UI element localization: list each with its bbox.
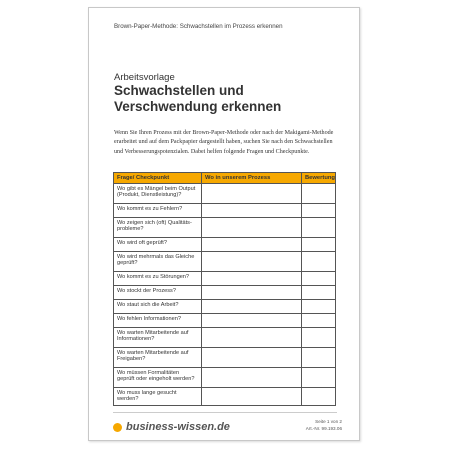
document-title [114, 83, 354, 115]
document-page [88, 7, 360, 441]
rating-cell[interactable] [302, 286, 336, 300]
running-header: Brown-Paper-Methode: Schwachstellen im Prozess erkennen [114, 23, 283, 30]
table-row [114, 218, 336, 238]
rating-cell[interactable] [302, 204, 336, 218]
rating-cell[interactable] [302, 218, 336, 238]
question-cell: Wo kommt es zu Fehlern? [114, 204, 202, 218]
table-row [114, 328, 336, 348]
rating-cell[interactable] [302, 388, 336, 406]
table-header-row [114, 173, 336, 184]
question-cell: Wo stockt der Prozess? [114, 286, 202, 300]
location-cell[interactable] [202, 272, 302, 286]
location-cell[interactable] [202, 286, 302, 300]
question-cell: Wo muss lange gesucht werden? [114, 388, 202, 406]
location-cell[interactable] [202, 328, 302, 348]
question-cell: Wo gibt es Mängel beim Output (Produkt, Dienstleistung)? [114, 184, 202, 204]
location-cell[interactable] [202, 300, 302, 314]
table-row [114, 368, 336, 388]
table-row [114, 348, 336, 368]
question-cell: Wo wird oft geprüft? [114, 238, 202, 252]
column-header-location: Wo in unserem Prozess [202, 173, 302, 184]
table-row [114, 184, 336, 204]
rating-cell[interactable] [302, 314, 336, 328]
checklist-table [113, 172, 336, 406]
table-row [114, 204, 336, 218]
table-row [114, 272, 336, 286]
rating-cell[interactable] [302, 348, 336, 368]
logo-text: business-wissen.de [126, 421, 230, 433]
table-row [114, 238, 336, 252]
rating-cell[interactable] [302, 272, 336, 286]
location-cell[interactable] [202, 348, 302, 368]
location-cell[interactable] [202, 368, 302, 388]
table-row [114, 300, 336, 314]
question-cell: Wo staut sich die Arbeit? [114, 300, 202, 314]
table-row [114, 252, 336, 272]
logo-dot-icon [113, 423, 122, 432]
location-cell[interactable] [202, 204, 302, 218]
location-cell[interactable] [202, 388, 302, 406]
question-cell: Wo fehlen Informationen? [114, 314, 202, 328]
document-kicker: Arbeitsvorlage [114, 72, 175, 83]
rating-cell[interactable] [302, 328, 336, 348]
column-header-rating: Bewertung [302, 173, 336, 184]
column-header-question: Frage/ Checkpunkt [114, 173, 202, 184]
question-cell: Wo wird mehrmals das Gleiche geprüft? [114, 252, 202, 272]
table-row [114, 314, 336, 328]
rating-cell[interactable] [302, 368, 336, 388]
location-cell[interactable] [202, 314, 302, 328]
location-cell[interactable] [202, 252, 302, 272]
question-cell: Wo warten Mitarbeitende auf Informationen? [114, 328, 202, 348]
rating-cell[interactable] [302, 252, 336, 272]
brand-logo [113, 421, 230, 433]
rating-cell[interactable] [302, 300, 336, 314]
page-info [306, 418, 342, 432]
table-row [114, 388, 336, 406]
location-cell[interactable] [202, 238, 302, 252]
article-number: Art.-Nr. 99.193.06 [305, 426, 342, 431]
question-cell: Wo warten Mitarbeitende auf Freigaben? [114, 348, 202, 368]
location-cell[interactable] [202, 184, 302, 204]
question-cell: Wo müssen Formalitäten geprüft oder eingeholt werden? [114, 368, 202, 388]
title-line-1: Schwachstellen und [114, 83, 244, 98]
question-cell: Wo zeigen sich (oft) Qualitäts-probleme? [114, 218, 202, 238]
footer-divider [113, 412, 337, 413]
question-cell: Wo kommt es zu Störungen? [114, 272, 202, 286]
table-row [114, 286, 336, 300]
title-line-2: Verschwendung erkennen [114, 99, 282, 114]
page-number: Seite 1 von 2 [315, 419, 342, 424]
rating-cell[interactable] [302, 238, 336, 252]
location-cell[interactable] [202, 218, 302, 238]
rating-cell[interactable] [302, 184, 336, 204]
intro-paragraph: Wenn Sie Ihren Prozess mit der Brown-Paper-Methode oder nach der Makigami-Methode erarbeitet und auf dem Packpapier dargestellt haben, suchen Sie nach den Schwachstellen und Verbesserungspotenzialen. Dabei helfen folgende Fragen und Checkpunkte. [114, 130, 334, 155]
